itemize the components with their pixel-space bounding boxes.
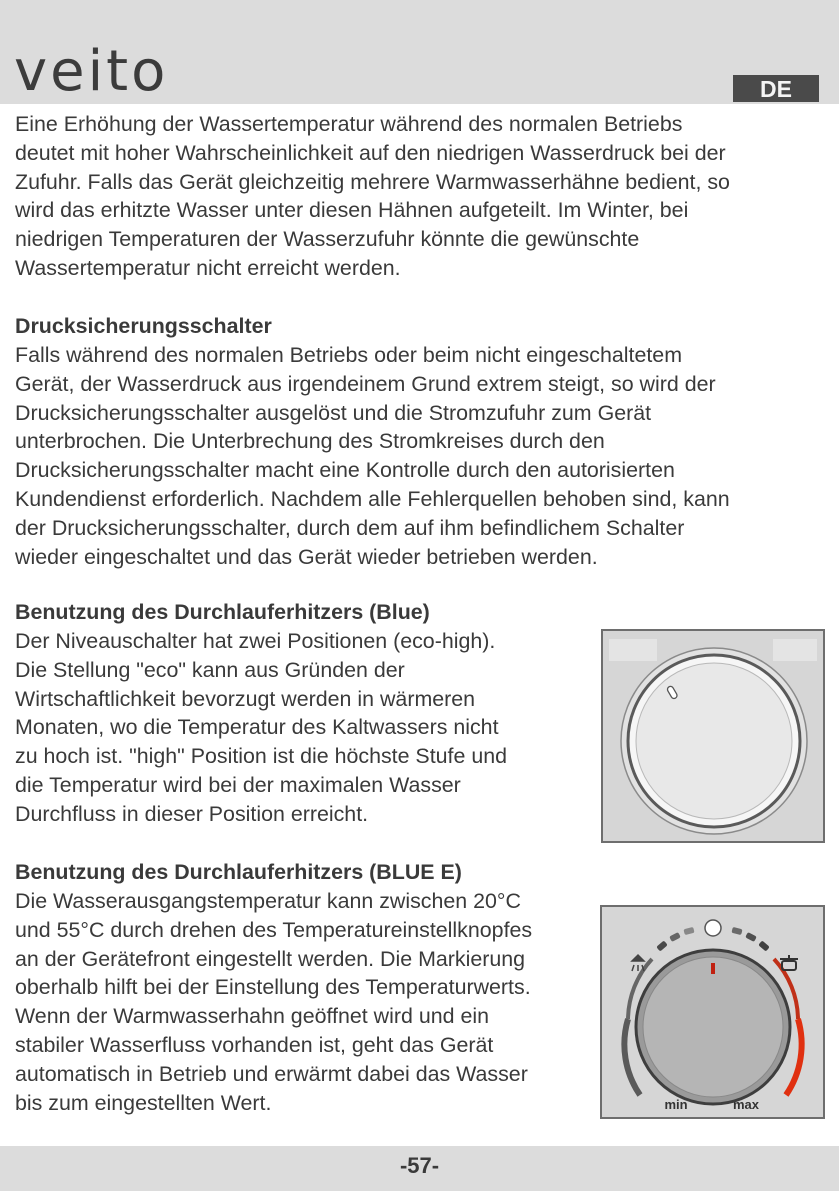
pressure-switch-heading: Drucksicherungsschalter (15, 314, 272, 338)
blue-e-heading: Benutzung des Durchlauferhitzers (BLUE E) (15, 860, 462, 884)
blue-paragraph: Der Niveauschalter hat zwei Positionen (eco-high). Die Stellung "eco" kann aus Gründen der Wirtschaftlichkeit bevorzugt werden in wärmeren Monaten, wo die Temperatur des Kaltwassers nicht zu hoch ist. "high" Position ist die höchste Stufe und die Temperatur wird bei der maximalen Wasser Durchfluss in dieser Position erreicht. (15, 629, 508, 826)
max-label: max (732, 1097, 760, 1112)
setpoint-marker-icon (705, 920, 721, 936)
intro-paragraph: Eine Erhöhung der Wassertemperatur während des normalen Betriebs deutet mit hoher Wahrscheinlichkeit auf den niedrigen Wasserdruck bei der Zufuhr. Falls das Gerät gleichzeitig mehrere Warmwasserhähne bedient, so wird das erhitzte Wasser unter diesen Hähnen aufgeteilt. Im Winter, bei niedrigen Temperaturen der Wasserzufuhr könnte die gewünschte Wassertemperatur nicht erreicht werden. (15, 112, 730, 280)
pot-icon (780, 955, 798, 970)
blue-heading: Benutzung des Durchlauferhitzers (Blue) (15, 600, 430, 624)
panel-highlight-left (609, 639, 657, 661)
veito-logo: veito (14, 39, 169, 104)
language-badge: DE (733, 75, 819, 102)
panel-highlight-right (773, 639, 817, 661)
pressure-switch-paragraph: Falls während des normalen Betriebs oder beim nicht eingeschaltetem Gerät, der Wasserdruck aus irgendeinem Grund extrem steigt, so wird der Drucksicherungsschalter ausgelöst und die Stromzufuhr zum Gerät unterbrochen. Die Unterbrechung des Stromkreises durch den Drucksicherungsschalter macht eine Kontrolle durch den autorisierten Kundendienst erforderlich. Nachdem alle Fehlerquellen behoben sind, kann der Drucksicherungsschalter, durch dem auf ihm befindlichem Schalter wieder eingeschaltet und das Gerät wieder betrieben werden. (15, 343, 730, 569)
min-label: min (664, 1097, 688, 1112)
temperature-knob-figure (600, 905, 825, 1119)
page-number: -57- (399, 1153, 440, 1178)
knob-pointer (711, 963, 715, 974)
blue-e-paragraph: Die Wasserausgangstemperatur kann zwischen 20°C und 55°C durch drehen des Temperatureinstellknopfes an der Gerätefront eingestellt werden. Die Markierung oberhalb hilft bei der Einstellung des Temperaturwerts. Wenn der Warmwasserhahn geöffnet wird und ein stabiler Wasserfluss vorhanden ist, geht das Gerät automatisch in Betrieb und erwärmt dabei das Wasser bis zum eingestellten Wert. (15, 889, 533, 1115)
level-switch-knob-figure (601, 629, 825, 843)
knob-face (643, 957, 783, 1097)
knob-face (636, 663, 792, 819)
